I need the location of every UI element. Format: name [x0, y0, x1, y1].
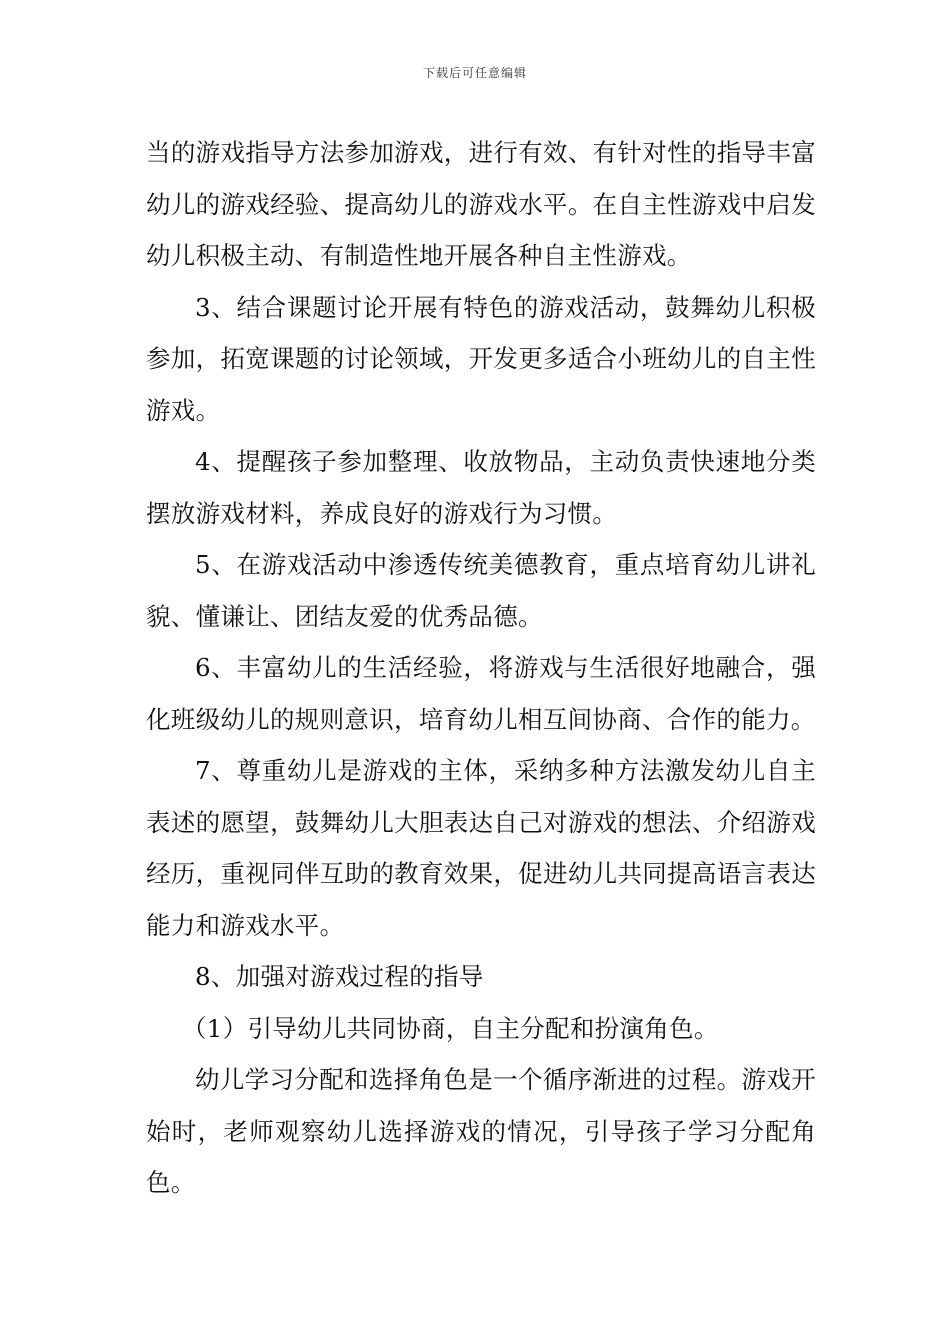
- paragraph-item-6: 6、丰富幼儿的生活经验，将游戏与生活很好地融合，强化班级幼儿的规则意识，培育幼儿相互间协商、合作的能力。: [146, 653, 816, 734]
- paragraph-item-8-heading: 8、加强对游戏过程的指导: [195, 962, 484, 991]
- page-header: 下载后可任意编辑: [422, 66, 527, 80]
- paragraph-item-7: 7、尊重幼儿是游戏的主体，采纳多种方法激发幼儿自主表述的愿望，鼓舞幼儿大胆表达自己对游戏的想法、介绍游戏经历，重视同伴互助的教育效果，促进幼儿共同提高语言表达能力和游戏水平。: [146, 756, 816, 940]
- paragraph-item-5: 5、在游戏活动中渗透传统美德教育，重点培育幼儿讲礼貌、懂谦让、团结友爱的优秀品德。: [146, 550, 816, 631]
- paragraph-continued: 当的游戏指导方法参加游戏，进行有效、有针对性的指导丰富幼儿的游戏经验、提高幼儿的游戏水平。在自主性游戏中启发幼儿积极主动、有制造性地开展各种自主性游戏。: [146, 138, 816, 270]
- paragraph-subitem-1: （1）引导幼儿共同协商，自主分配和扮演角色。: [182, 1013, 719, 1043]
- paragraph-role-assignment: 幼儿学习分配和选择角色是一个循序渐进的过程。游戏开始时，老师观察幼儿选择游戏的情况，引导孩子学习分配角色。: [146, 1065, 816, 1197]
- paragraph-item-4: 4、提醒孩子参加整理、收放物品，主动负责快速地分类摆放游戏材料，养成良好的游戏行为习惯。: [146, 447, 816, 528]
- document-body: [146, 127, 816, 1209]
- paragraph-item-3: 3、结合课题讨论开展有特色的游戏活动，鼓舞幼儿积极参加，拓宽课题的讨论领域，开发更多适合小班幼儿的自主性游戏。: [146, 292, 816, 425]
